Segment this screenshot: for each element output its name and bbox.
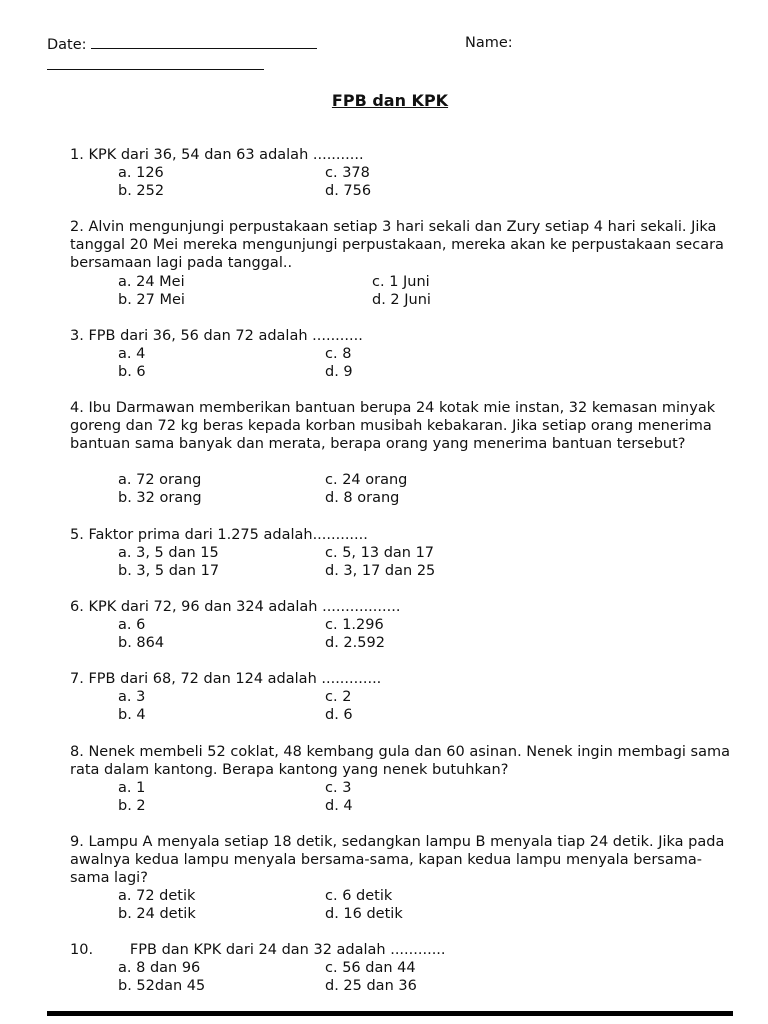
question-2-option-d: d. 2 Juni [372,292,431,308]
question-9-option-b: b. 24 detik [118,906,196,922]
question-3-text: 3. FPB dari 36, 56 dan 72 adalah ........... [70,328,363,344]
name-blank-line[interactable] [47,69,264,70]
question-6-option-d: d. 2.592 [325,635,385,651]
page-title: FPB dan KPK [331,91,449,110]
question-5-option-c: c. 5, 13 dan 17 [325,545,435,561]
question-7-option-b: b. 4 [118,707,146,723]
question-8-option-b: b. 2 [118,798,146,814]
question-2-option-b: b. 27 Mei [118,292,185,308]
question-8-option-a: a. 1 [118,780,146,796]
question-9-text: 9. Lampu A menyala setiap 18 detik, sedangkan lampu B menyala tiap 24 detik. Jika pada awalnya kedua lampu menyala bersama-sama, kapan kedua lampu menyala bersama-sama lagi? [70,834,725,886]
question-2-option-a: a. 24 Mei [118,274,185,290]
question-10-text: 10. FPB dan KPK dari 24 dan 32 adalah ............ [70,942,446,958]
question-9-option-d: d. 16 detik [325,906,403,922]
question-4-option-b: b. 32 orang [118,490,202,506]
question-4-option-c: c. 24 orang [325,472,408,488]
question-6-option-c: c. 1.296 [325,617,384,633]
name-field [465,34,513,52]
question-4-text: 4. Ibu Darmawan memberikan bantuan berupa 24 kotak mie instan, 32 kemasan minyak goreng dan 72 kg beras kepada korban musibah kebakaran. Jika setiap orang menerima bantuan sama banyak dan merata, berapa orang yang menerima bantuan tersebut? [70,400,716,452]
question-5-option-d: d. 3, 17 dan 25 [325,563,436,579]
question-7-option-c: c. 2 [325,689,352,705]
question-7-option-a: a. 3 [118,689,146,705]
question-5-option-a: a. 3, 5 dan 15 [118,545,219,561]
question-10-option-a: a. 8 dan 96 [118,960,201,976]
question-9-option-a: a. 72 detik [118,888,196,904]
question-8-option-d: d. 4 [325,798,353,814]
question-9-option-c: c. 6 detik [325,888,393,904]
question-4-option-d: d. 8 orang [325,490,400,506]
question-1-option-a: a. 126 [118,165,164,181]
question-3-option-b: b. 6 [118,364,146,380]
question-1-option-c: c. 378 [325,165,370,181]
question-3-option-c: c. 8 [325,346,352,362]
question-5-option-b: b. 3, 5 dan 17 [118,563,220,579]
question-10-option-b: b. 52dan 45 [118,978,206,994]
question-4-option-a: a. 72 orang [118,472,202,488]
question-10-option-c: c. 56 dan 44 [325,960,416,976]
question-8-text: 8. Nenek membeli 52 coklat, 48 kembang gula dan 60 asinan. Nenek ingin membagi sama rata dalam kantong. Berapa kantong yang nenek butuhkan? [70,744,730,778]
question-3-option-a: a. 4 [118,346,146,362]
question-6-option-a: a. 6 [118,617,146,633]
question-1-option-d: d. 756 [325,183,372,199]
date-field [47,34,317,54]
name-label: Name: [465,35,513,51]
question-10-option-d: d. 25 dan 36 [325,978,417,994]
question-2-option-c: c. 1 Juni [372,274,430,290]
date-label: Date: [47,37,87,53]
question-8-option-c: c. 3 [325,780,352,796]
bottom-rule [47,1011,733,1016]
question-1-text: 1. KPK dari 36, 54 dan 63 adalah ........... [70,147,364,163]
question-5-text: 5. Faktor prima dari 1.275 adalah............ [70,527,368,543]
question-1-option-b: b. 252 [118,183,165,199]
question-2-text: 2. Alvin mengunjungi perpustakaan setiap 3 hari sekali dan Zury setiap 4 hari sekali. Jika tanggal 20 Mei mereka mengunjungi perpustakaan, mereka akan ke perpustakaan secara bersamaan lagi pada tanggal.. [70,219,724,271]
question-7-option-d: d. 6 [325,707,353,723]
question-6-option-b: b. 864 [118,635,165,651]
question-3-option-d: d. 9 [325,364,353,380]
question-7-text: 7. FPB dari 68, 72 dan 124 adalah ............. [70,671,382,687]
date-blank-line[interactable] [91,34,317,49]
question-6-text: 6. KPK dari 72, 96 dan 324 adalah ................. [70,599,401,615]
